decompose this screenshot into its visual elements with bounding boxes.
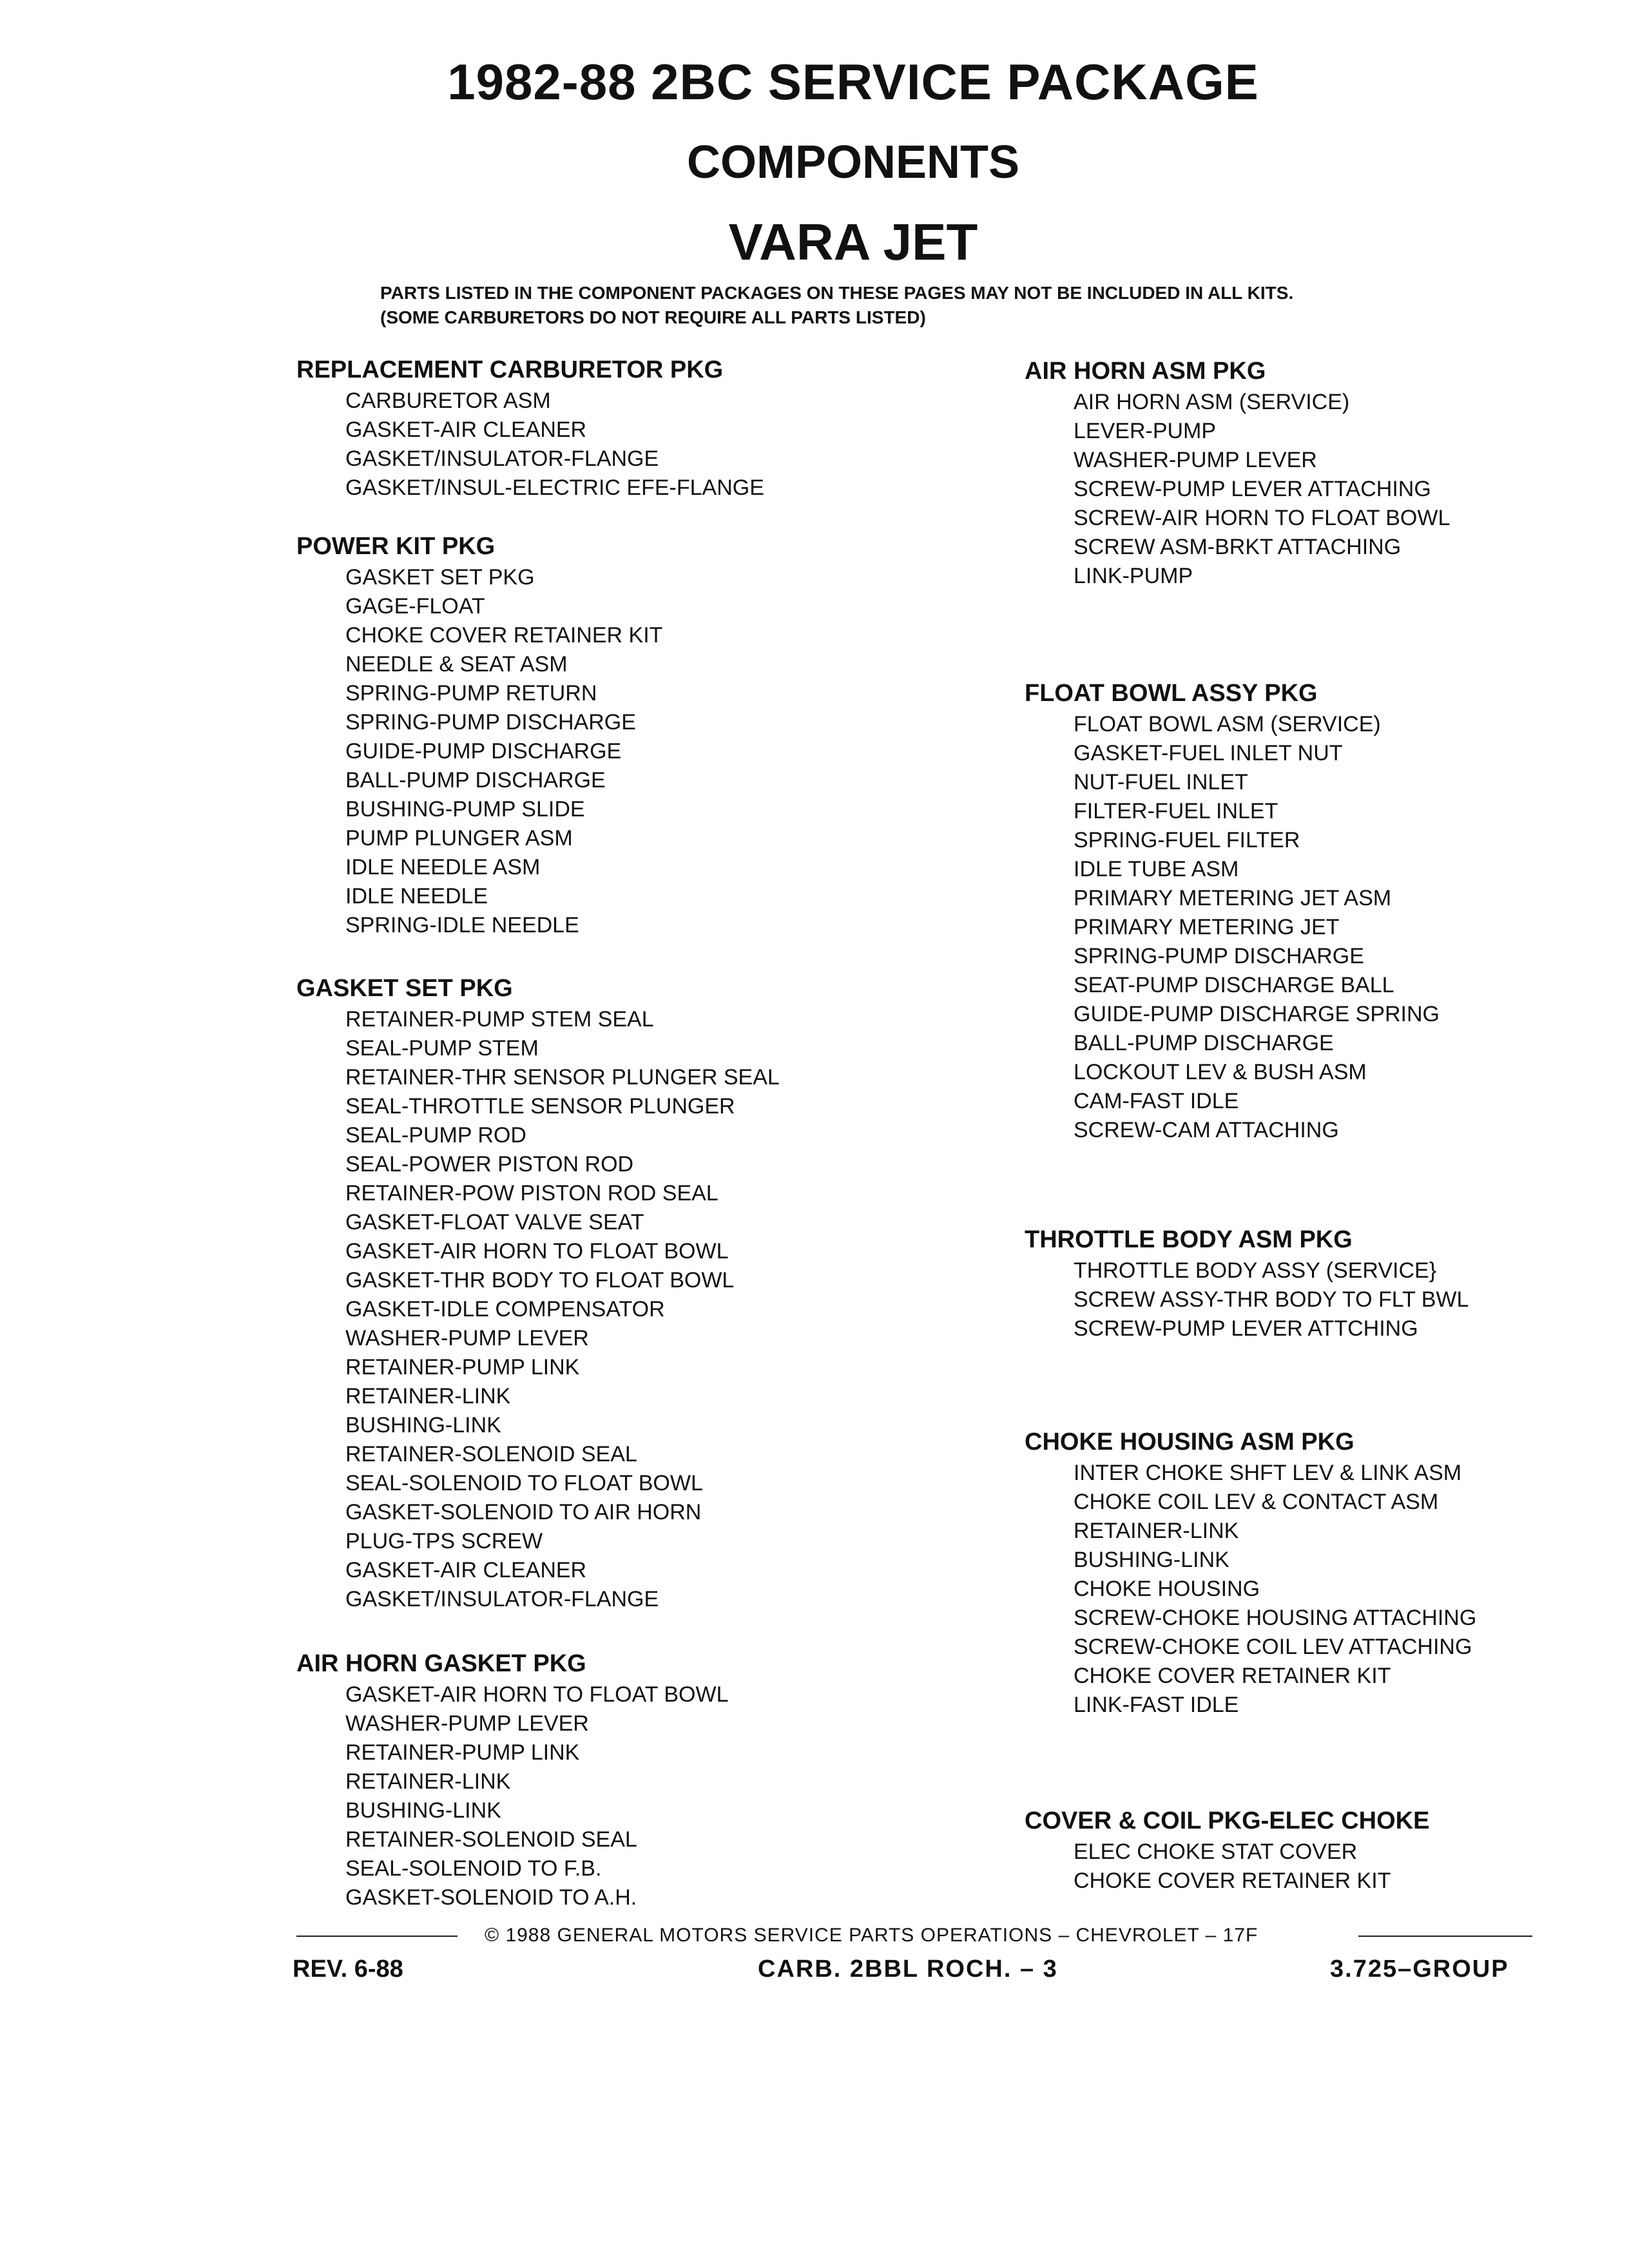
- list-item: BUSHING-LINK: [345, 1798, 501, 1823]
- package-item-list: [296, 563, 662, 940]
- page-title: 1982-88 2BC SERVICE PACKAGE: [447, 53, 1259, 110]
- list-item: SPRING-PUMP RETURN: [345, 681, 597, 706]
- package-power-kit: [296, 530, 662, 940]
- package-item-list: [1025, 1256, 1469, 1343]
- parts-note-line-2: (SOME CARBURETORS DO NOT REQUIRE ALL PARTS LISTED): [380, 307, 926, 327]
- list-item: NEEDLE & SEAT ASM: [345, 652, 568, 677]
- list-item: BUSHING-LINK: [345, 1413, 501, 1437]
- list-item: BUSHING-LINK: [1074, 1548, 1229, 1572]
- list-item: GASKET-IDLE COMPENSATOR: [345, 1297, 665, 1321]
- list-item: SCREW-CHOKE COIL LEV ATTACHING: [1074, 1635, 1472, 1659]
- list-item: FILTER-FUEL INLET: [1074, 799, 1278, 823]
- list-item: GASKET-AIR CLEANER: [345, 418, 587, 442]
- list-item: WASHER-PUMP LEVER: [345, 1326, 589, 1350]
- list-item: CHOKE COVER RETAINER KIT: [345, 623, 663, 648]
- package-title: REPLACEMENT CARBURETOR PKG: [296, 356, 724, 383]
- list-item: GUIDE-PUMP DISCHARGE SPRING: [1074, 1002, 1440, 1026]
- list-item: SPRING-PUMP DISCHARGE: [1074, 944, 1364, 968]
- list-item: GASKET/INSULATOR-FLANGE: [345, 1587, 659, 1611]
- page-subtitle-components: COMPONENTS: [686, 137, 1020, 188]
- list-item: GASKET-SOLENOID TO AIR HORN: [345, 1500, 702, 1524]
- list-item: SCREW-PUMP LEVER ATTCHING: [1074, 1316, 1418, 1341]
- list-item: THROTTLE BODY ASSY (SERVICE}: [1074, 1258, 1437, 1283]
- package-item-list: [296, 1005, 780, 1614]
- package-title: POWER KIT PKG: [296, 533, 496, 560]
- section-label: CARB. 2BBL ROCH. – 3: [758, 1956, 1058, 1983]
- list-item: WASHER-PUMP LEVER: [1074, 448, 1317, 472]
- list-item: FLOAT BOWL ASM (SERVICE): [1074, 712, 1381, 736]
- list-item: SEAL-THROTTLE SENSOR PLUNGER: [345, 1094, 735, 1119]
- list-item: PUMP PLUNGER ASM: [345, 826, 573, 850]
- page-subtitle-vara-jet: VARA JET: [728, 213, 978, 271]
- list-item: CHOKE COVER RETAINER KIT: [1074, 1869, 1391, 1893]
- list-item: WASHER-PUMP LEVER: [345, 1711, 589, 1736]
- list-item: CHOKE COIL LEV & CONTACT ASM: [1074, 1490, 1439, 1514]
- parts-note: [380, 281, 1293, 330]
- package-gasket-set: [296, 972, 780, 1614]
- package-title: CHOKE HOUSING ASM PKG: [1025, 1428, 1354, 1456]
- list-item: CHOKE COVER RETAINER KIT: [1074, 1664, 1391, 1688]
- list-item: RETAINER-SOLENOID SEAL: [345, 1827, 637, 1852]
- list-item: SPRING-PUMP DISCHARGE: [345, 710, 636, 735]
- list-item: SEAL-POWER PISTON ROD: [345, 1152, 634, 1177]
- list-item: SEAT-PUMP DISCHARGE BALL: [1074, 973, 1394, 997]
- list-item: SCREW-CAM ATTACHING: [1074, 1118, 1339, 1142]
- package-title: AIR HORN ASM PKG: [1025, 358, 1266, 385]
- list-item: GASKET-SOLENOID TO A.H.: [345, 1885, 637, 1910]
- list-item: SCREW ASSY-THR BODY TO FLT BWL: [1074, 1287, 1469, 1312]
- package-air-horn-gasket: [296, 1647, 729, 1912]
- list-item: LEVER-PUMP: [1074, 419, 1217, 443]
- package-item-list: [1025, 1459, 1476, 1720]
- list-item: GASKET-AIR HORN TO FLOAT BOWL: [345, 1682, 729, 1707]
- list-item: LINK-FAST IDLE: [1074, 1693, 1239, 1717]
- list-item: RETAINER-LINK: [345, 1769, 511, 1794]
- list-item: CAM-FAST IDLE: [1074, 1089, 1239, 1113]
- package-float-bowl-assy: [1025, 677, 1440, 1145]
- revision-label: REV. 6-88: [293, 1956, 403, 1983]
- list-item: IDLE NEEDLE: [345, 884, 488, 908]
- list-item: RETAINER-POW PISTON ROD SEAL: [345, 1181, 718, 1206]
- list-item: ELEC CHOKE STAT COVER: [1074, 1840, 1358, 1864]
- list-item: SEAL-SOLENOID TO F.B.: [345, 1856, 602, 1881]
- list-item: RETAINER-SOLENOID SEAL: [345, 1442, 637, 1466]
- list-item: GASKET/INSUL-ELECTRIC EFE-FLANGE: [345, 476, 764, 500]
- list-item: RETAINER-LINK: [1074, 1519, 1239, 1543]
- list-item: GASKET-FLOAT VALVE SEAT: [345, 1210, 644, 1235]
- list-item: GASKET-THR BODY TO FLOAT BOWL: [345, 1268, 735, 1293]
- list-item: SCREW ASM-BRKT ATTACHING: [1074, 535, 1402, 559]
- list-item: SEAL-PUMP STEM: [345, 1036, 539, 1061]
- package-title: THROTTLE BODY ASM PKG: [1025, 1226, 1353, 1253]
- list-item: BUSHING-PUMP SLIDE: [345, 797, 585, 822]
- package-replacement-carburetor: [296, 353, 764, 503]
- package-title: COVER & COIL PKG-ELEC CHOKE: [1025, 1807, 1430, 1834]
- list-item: GAGE-FLOAT: [345, 594, 485, 619]
- list-item: CARBURETOR ASM: [345, 389, 551, 413]
- package-title: FLOAT BOWL ASSY PKG: [1025, 680, 1318, 707]
- list-item: SPRING-FUEL FILTER: [1074, 828, 1300, 852]
- list-item: NUT-FUEL INLET: [1074, 770, 1248, 794]
- list-item: SCREW-CHOKE HOUSING ATTACHING: [1074, 1606, 1477, 1630]
- package-choke-housing-asm: [1025, 1425, 1476, 1720]
- package-title: GASKET SET PKG: [296, 975, 513, 1002]
- list-item: SEAL-PUMP ROD: [345, 1123, 526, 1148]
- list-item: GASKET-AIR CLEANER: [345, 1558, 587, 1582]
- list-item: PLUG-TPS SCREW: [345, 1529, 543, 1553]
- list-item: SCREW-AIR HORN TO FLOAT BOWL: [1074, 506, 1451, 530]
- package-item-list: [1025, 1838, 1429, 1896]
- package-title: AIR HORN GASKET PKG: [296, 1650, 586, 1677]
- list-item: RETAINER-PUMP LINK: [345, 1355, 580, 1379]
- list-item: GASKET SET PKG: [345, 565, 535, 590]
- list-item: RETAINER-PUMP LINK: [345, 1740, 580, 1765]
- list-item: LINK-PUMP: [1074, 564, 1193, 588]
- list-item: CHOKE HOUSING: [1074, 1577, 1260, 1601]
- package-throttle-body-asm: [1025, 1223, 1469, 1343]
- list-item: PRIMARY METERING JET ASM: [1074, 886, 1392, 910]
- list-item: RETAINER-LINK: [345, 1384, 511, 1408]
- package-item-list: [1025, 710, 1440, 1145]
- list-item: INTER CHOKE SHFT LEV & LINK ASM: [1074, 1461, 1462, 1485]
- footer-rule-right: [1358, 1936, 1532, 1937]
- list-item: SCREW-PUMP LEVER ATTACHING: [1074, 477, 1431, 501]
- list-item: GUIDE-PUMP DISCHARGE: [345, 739, 622, 764]
- list-item: RETAINER-THR SENSOR PLUNGER SEAL: [345, 1065, 780, 1090]
- copyright-notice: © 1988 GENERAL MOTORS SERVICE PARTS OPERATIONS – CHEVROLET – 17F: [485, 1925, 1258, 1946]
- list-item: BALL-PUMP DISCHARGE: [1074, 1031, 1334, 1055]
- footer-rule-left: [296, 1936, 458, 1937]
- package-item-list: [296, 387, 764, 503]
- list-item: GASKET-FUEL INLET NUT: [1074, 741, 1343, 765]
- list-item: LOCKOUT LEV & BUSH ASM: [1074, 1060, 1367, 1084]
- package-air-horn-asm: [1025, 354, 1450, 591]
- list-item: PRIMARY METERING JET: [1074, 915, 1340, 939]
- package-cover-coil-elec-choke: [1025, 1804, 1429, 1896]
- package-item-list: [1025, 388, 1450, 591]
- list-item: BALL-PUMP DISCHARGE: [345, 768, 606, 793]
- group-label: 3.725–GROUP: [1330, 1956, 1509, 1983]
- list-item: AIR HORN ASM (SERVICE): [1074, 390, 1350, 414]
- list-item: SPRING-IDLE NEEDLE: [345, 913, 579, 937]
- list-item: IDLE NEEDLE ASM: [345, 855, 541, 879]
- list-item: GASKET-AIR HORN TO FLOAT BOWL: [345, 1239, 729, 1264]
- package-item-list: [296, 1680, 729, 1912]
- list-item: GASKET/INSULATOR-FLANGE: [345, 447, 659, 471]
- parts-note-line-1: PARTS LISTED IN THE COMPONENT PACKAGES ON THESE PAGES MAY NOT BE INCLUDED IN ALL KITS.: [380, 283, 1294, 303]
- list-item: IDLE TUBE ASM: [1074, 857, 1239, 881]
- list-item: RETAINER-PUMP STEM SEAL: [345, 1007, 654, 1032]
- list-item: SEAL-SOLENOID TO FLOAT BOWL: [345, 1471, 703, 1495]
